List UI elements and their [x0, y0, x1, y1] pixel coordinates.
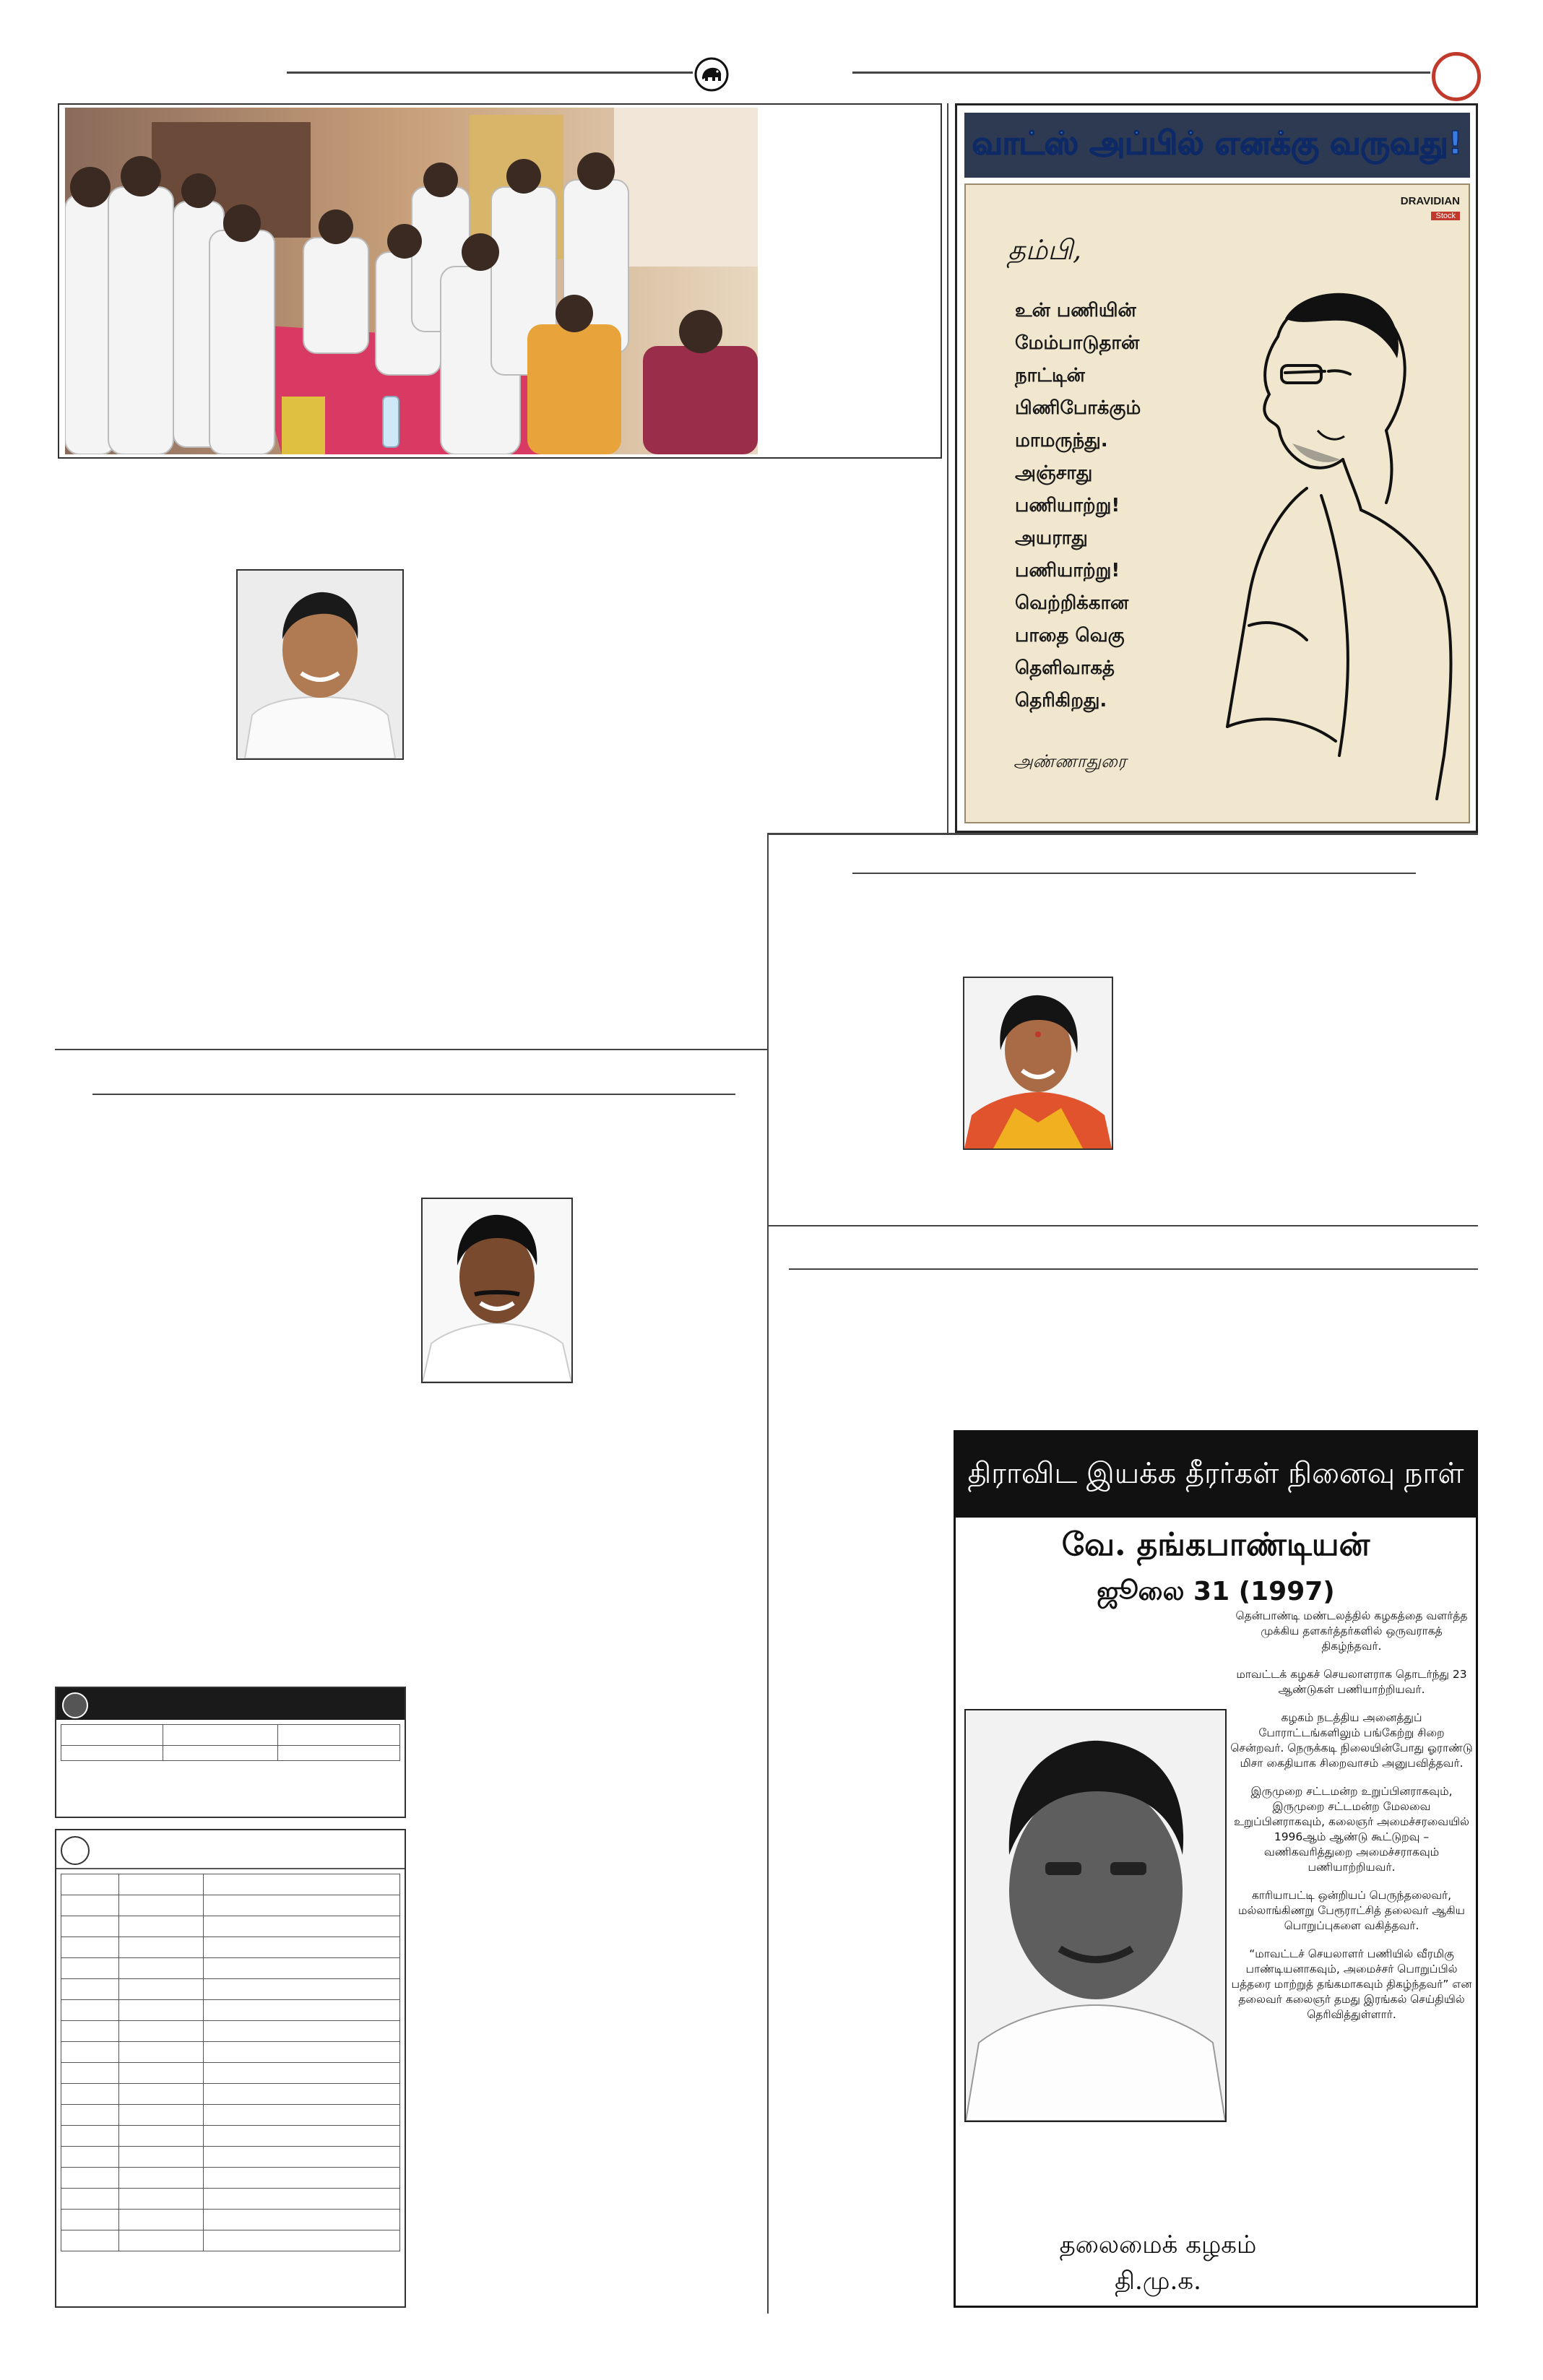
quote-line: தெளிவாகத் — [1015, 657, 1115, 679]
quote-salutation: தம்பி, — [1008, 234, 1082, 266]
header-rule-left — [287, 72, 693, 74]
quote-line: நாட்டின் — [1015, 365, 1085, 386]
quote-line: மேம்பாடுதான் — [1015, 332, 1140, 354]
portrait-photo-3 — [963, 977, 1113, 1150]
right-column-top-rule — [767, 833, 1478, 835]
quote-signature: அண்ணாதுரை — [1013, 751, 1127, 771]
quote-line: பிணிபோக்கும் — [1015, 397, 1141, 419]
memorial-bio-paragraph: “மாவட்டச் செயலாளர் பணியில் வீரமிகு பாண்டியனாகவும், அமைச்சர் பொறுப்பில் பத்தரை மாற்றுத் தங்கமாகவும் திகழ்ந்தவர்” என தலைவர் கலைஞர் தமது இரங்கல் செய்தியில் தெரிவித்துள்ளார். — [1231, 1947, 1472, 2021]
right-column-vertical-rule — [767, 833, 769, 2314]
table-row — [61, 2105, 400, 2126]
circle-emblem-icon — [1432, 52, 1481, 101]
table-row — [61, 2084, 400, 2105]
info-box-2-header — [56, 1830, 405, 1869]
table-row — [61, 1916, 400, 1937]
table-row — [61, 2168, 400, 2189]
memorial-bio — [1230, 1609, 1473, 2035]
table-row — [61, 2189, 400, 2210]
quote-line: தெரிகிறது. — [1015, 690, 1107, 711]
table-row — [61, 2042, 400, 2063]
header-rule-right — [852, 72, 1430, 74]
meeting-photo — [65, 108, 758, 454]
brand-main: DRAVIDIAN — [1400, 195, 1460, 207]
elephant-emblem-icon — [693, 56, 730, 92]
quote-poster-title-bar — [964, 113, 1470, 178]
table-row — [61, 2210, 400, 2230]
right-article-1-headline-rule — [852, 873, 1416, 874]
memorial-notice — [954, 1430, 1478, 2308]
quote-line: அஞ்சாது — [1015, 462, 1093, 484]
info-box-1-logo-icon — [62, 1692, 88, 1718]
quote-poster-title: வாட்ஸ் அப்பில் எனக்கு வருவது! — [972, 124, 1463, 162]
quote-line: பணியாற்று! — [1015, 560, 1120, 581]
meeting-photo-frame — [58, 103, 942, 459]
table-row — [61, 2021, 400, 2042]
quote-poster-panel — [964, 183, 1470, 823]
table-row — [61, 1979, 400, 2000]
left-column-mid-rule — [55, 1049, 767, 1050]
table-row — [61, 1874, 400, 1895]
left-article-headline-rule — [92, 1094, 735, 1095]
column-rule-vertical-top — [947, 103, 948, 833]
quote-line: வெற்றிக்கான — [1015, 592, 1129, 614]
table-row — [61, 2126, 400, 2147]
quote-line: உன் பணியின் — [1015, 300, 1136, 321]
memorial-bio-paragraph: மாவட்டக் கழகச் செயலாளராக தொடர்ந்து 23 ஆண்டுகள் பணியாற்றியவர். — [1236, 1668, 1467, 1696]
memorial-portrait — [964, 1709, 1227, 2122]
quote-line: பணியாற்று! — [1015, 495, 1120, 516]
memorial-footer-org: தலைமைக் கழகம் — [1059, 2230, 1257, 2259]
table-row — [61, 1725, 400, 1746]
table-row — [61, 1895, 400, 1916]
memorial-name: வே. தங்கபாண்டியன் — [1061, 1526, 1370, 1563]
memorial-bio-paragraph: கழகம் நடத்திய அனைத்துப் போராட்டங்களிலும் பங்கேற்று சிறை சென்றவர். நெருக்கடி நிலையின்போது ஓராண்டு மிசா கைதியாக சிறைவாசம் அனுபவித்தவர். — [1230, 1711, 1473, 1770]
memorial-banner — [956, 1432, 1476, 1518]
quote-poster-frame — [955, 103, 1478, 833]
memorial-bio-paragraph: காரியாபட்டி ஒன்றியப் பெருந்தலைவர், மல்லாங்கிணறு பேரூராட்சித் தலைவர் ஆகிய பொறுப்புகளை வகித்தவர். — [1238, 1889, 1465, 1932]
info-box-2 — [55, 1829, 406, 2308]
memorial-date: ஜூலை 31 (1997) — [1097, 1577, 1335, 1606]
table-row — [61, 1937, 400, 1958]
memorial-banner-text: திராவிட இயக்க தீரர்கள் நினைவு நாள் — [967, 1456, 1464, 1490]
right-column-second-rule — [767, 1225, 1478, 1226]
table-row — [61, 2000, 400, 2021]
quote-line: மாமருந்து. — [1015, 430, 1108, 451]
quote-line: அயராது — [1015, 527, 1088, 549]
right-article-2-headline-rule — [789, 1268, 1478, 1270]
table-row — [61, 2230, 400, 2251]
info-box-1-header — [56, 1688, 405, 1720]
table-row — [61, 2147, 400, 2168]
table-row — [61, 2063, 400, 2084]
leader-sketch-illustration — [1177, 250, 1466, 821]
info-box-1-table — [61, 1724, 400, 1761]
table-row — [61, 1958, 400, 1979]
table-row — [61, 1746, 400, 1761]
brand-sub: Stock — [1431, 212, 1460, 220]
quote-line: பாதை வெகு — [1015, 625, 1125, 646]
info-box-2-logo-icon — [61, 1836, 90, 1865]
memorial-bio-paragraph: இருமுறை சட்டமன்ற உறுப்பினராகவும், இருமுறை சட்டமன்ற மேலவை உறுப்பினராகவும், கலைஞர் அமைச்சரவையில் 1996ஆம் ஆண்டு கூட்டுறவு – வணிகவரித்துறை அமைச்சராகவும் பணியாற்றியவர். — [1234, 1785, 1469, 1874]
info-box-2-table — [61, 1874, 400, 2251]
brand-badge — [1388, 195, 1460, 225]
portrait-photo-2 — [421, 1198, 573, 1383]
portrait-photo-1 — [236, 569, 404, 760]
memorial-footer-party: தி.மு.க. — [1115, 2267, 1201, 2295]
info-box-1 — [55, 1687, 406, 1818]
memorial-bio-paragraph: தென்பாண்டி மண்டலத்தில் கழகத்தை வளர்த்த முக்கிய தளகர்த்தர்களில் ஒருவராகத் திகழ்ந்தவர். — [1235, 1609, 1468, 1653]
